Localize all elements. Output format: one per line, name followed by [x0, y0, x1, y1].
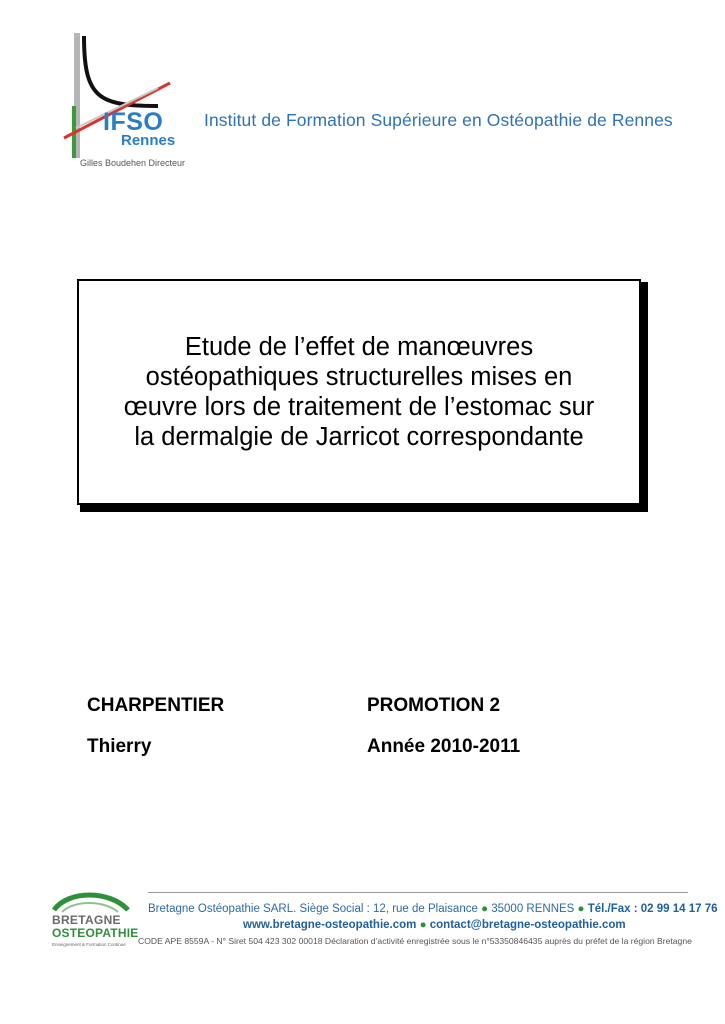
ifso-logo — [58, 28, 208, 173]
ifso-logo-graphic — [58, 28, 208, 173]
footer-logo-title: BRETAGNE — [52, 913, 121, 927]
footer-website-link[interactable]: www.bretagne-osteopathie.com — [243, 919, 417, 931]
bullet-icon: ● — [577, 903, 585, 915]
bullet-icon: ● — [481, 903, 489, 915]
footer-address-line — [148, 903, 717, 915]
logo-name: IFSO — [103, 108, 164, 136]
footer-legal-line: CODE APE 8559A - N° Siret 504 423 302 00018 Déclaration d’activité enregistrée sous le n°53350846435 auprès du préfet de la région Bretagne — [138, 936, 692, 946]
title-line: œuvre lors de traitement de l’estomac sur — [123, 393, 595, 421]
author-first-name: Thierry — [87, 736, 152, 757]
title-line: ostéopathiques structurelles mises en — [145, 363, 573, 391]
footer-phone: Tél./Fax : 02 99 14 17 76 — [587, 903, 718, 915]
academic-year: Année 2010-2011 — [367, 736, 521, 757]
footer-email-link[interactable]: contact@bretagne-osteopathie.com — [429, 919, 626, 931]
title-line: la dermalgie de Jarricot correspondante — [134, 423, 584, 451]
footer-divider — [148, 892, 688, 893]
footer-logo-subtitle: OSTEOPATHIE — [52, 926, 139, 940]
footer-logo-tagline: Enseignement & Formation Continue — [52, 942, 126, 947]
bullet-icon: ● — [419, 919, 427, 931]
institute-name: Institut de Formation Supérieure en Ostéopathie de Rennes — [204, 110, 673, 130]
footer-contact-line — [243, 919, 626, 931]
author-last-name: CHARPENTIER — [87, 695, 225, 716]
footer-city: 35000 RENNES — [491, 903, 575, 915]
director-name: Gilles Boudehen Directeur — [80, 158, 186, 168]
title-box — [77, 279, 641, 505]
document-title — [79, 332, 639, 452]
title-line: Etude de l’effet de manœuvres — [184, 333, 534, 361]
footer-company: Bretagne Ostéopathie SARL. Siège Social : 12, rue de Plaisance — [148, 903, 478, 915]
promotion: PROMOTION 2 — [367, 695, 501, 716]
logo-city: Rennes — [121, 132, 176, 149]
